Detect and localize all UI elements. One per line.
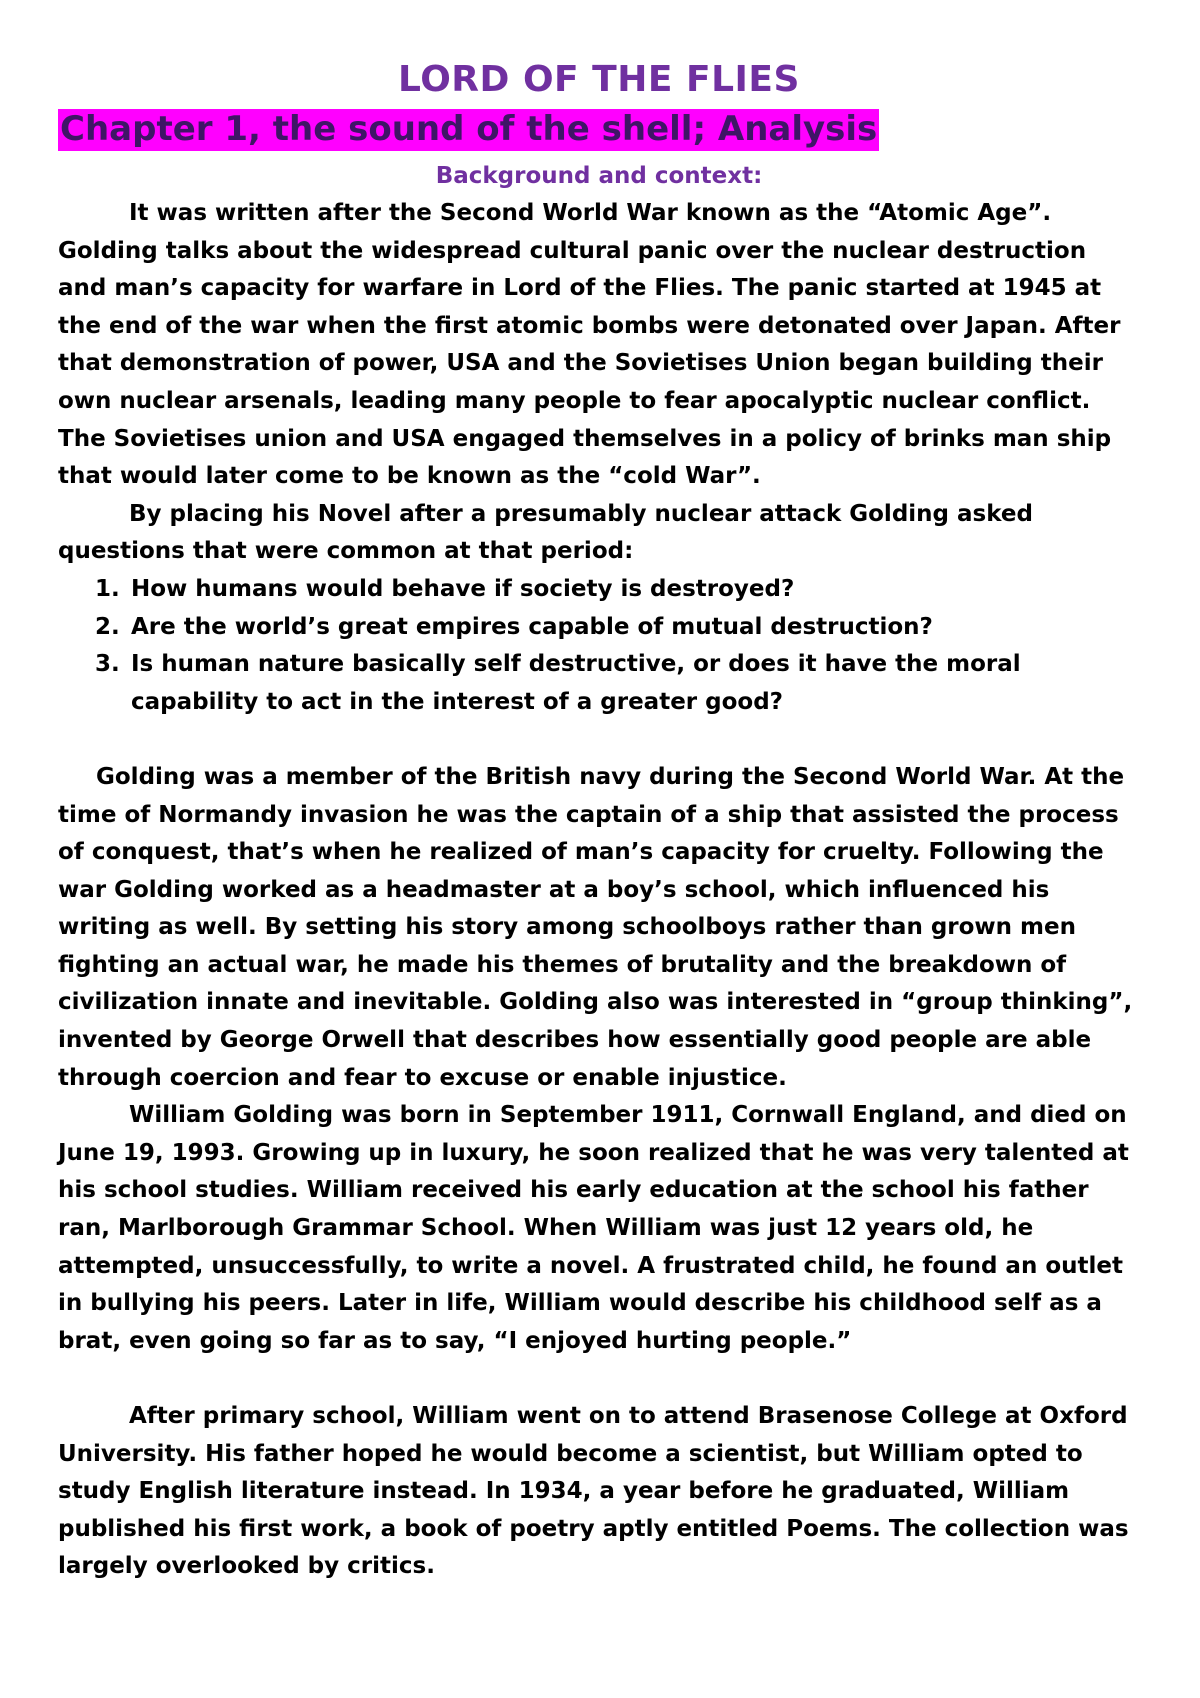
list-item-text: Is human nature basically self destructive, or does it have the moral capability to act in the interest of a greater good? [131, 651, 1021, 715]
list-item-text: Are the world’s great empires capable of mutual destruction? [131, 613, 933, 640]
list-item-text: How humans would behave if society is destroyed? [131, 575, 795, 602]
paragraph-british-navy: Golding was a member of the British navy during the Second World War. At the time of Normandy invasion he was the captain of a ship that assisted the process of conquest, that’s when he realized of man’s capacity for cruelty. Following the war Golding worked as a headmaster at a boy’s school, which influenced his writing as well. By setting his story among schoolboys rather than grown men fighting an actual war, he made his themes of brutality and the breakdown of civilization innate and inevitable. Golding also was interested in “group thinking”, invented by George Orwell that describes how essentially good people are able through coercion and fear to excuse or enable injustice. [58, 763, 1141, 1091]
section-subtitle: Background and context: [435, 163, 763, 189]
paragraph-atomic-age: It was written after the Second World War known as the “Atomic Age”. Golding talks about the widespread cultural panic over the nuclear destruction and man’s capacity for warfare in Lord of the Flies. The panic started at 1945 at the end of the war when the first atomic bombs were detonated over Japan. After that demonstration of power, USA and the Sovietises Union began building their own nuclear arsenals, leading many people to fear apocalyptic nuclear conflict. The Sovietises union and USA engaged themselves in a policy of brinks man ship that would later come to be known as the “cold War”. [58, 200, 1129, 490]
list-item-number: 1. [95, 575, 120, 602]
list-item [58, 609, 1140, 647]
list-item [58, 571, 1140, 609]
list-item-number: 3. [95, 651, 120, 678]
chapter-heading-text: Chapter 1, the sound of the shell; Analysis [60, 109, 878, 149]
paragraph-golding-biography: William Golding was born in September 1911, Cornwall England, and died on June 19, 1993. Growing up in luxury, he soon realized that he was very talented at his school studies. William received his early education at the school his father ran, Marlborough Grammar School. When William was just 12 years old, he attempted, unsuccessfully, to write a novel. A frustrated child, he found an outlet in bullying his peers. Later in life, William would describe his childhood self as a brat, even going so far as to say, “I enjoyed hurting people.” [58, 1102, 1137, 1354]
list-item-number: 2. [95, 613, 120, 640]
list-item [58, 646, 1140, 721]
paragraph-oxford: After primary school, William went on to attend Brasenose College at Oxford University. His father hoped he would become a scientist, but William opted to study English literature instead. In 1934, a year before he graduated, William published his first work, a book of poetry aptly entitled Poems. The collection was largely overlooked by critics. [58, 1403, 1137, 1580]
paragraph-spacer [58, 721, 1140, 759]
questions-list [58, 571, 1140, 721]
paragraph-novel-questions-intro: By placing his Novel after a presumably nuclear attack Golding asked questions that were common at that period: [58, 500, 1041, 565]
document-title: LORD OF THE FLIES [398, 59, 800, 100]
paragraph-spacer [58, 1360, 1140, 1398]
chapter-heading [58, 104, 1140, 157]
